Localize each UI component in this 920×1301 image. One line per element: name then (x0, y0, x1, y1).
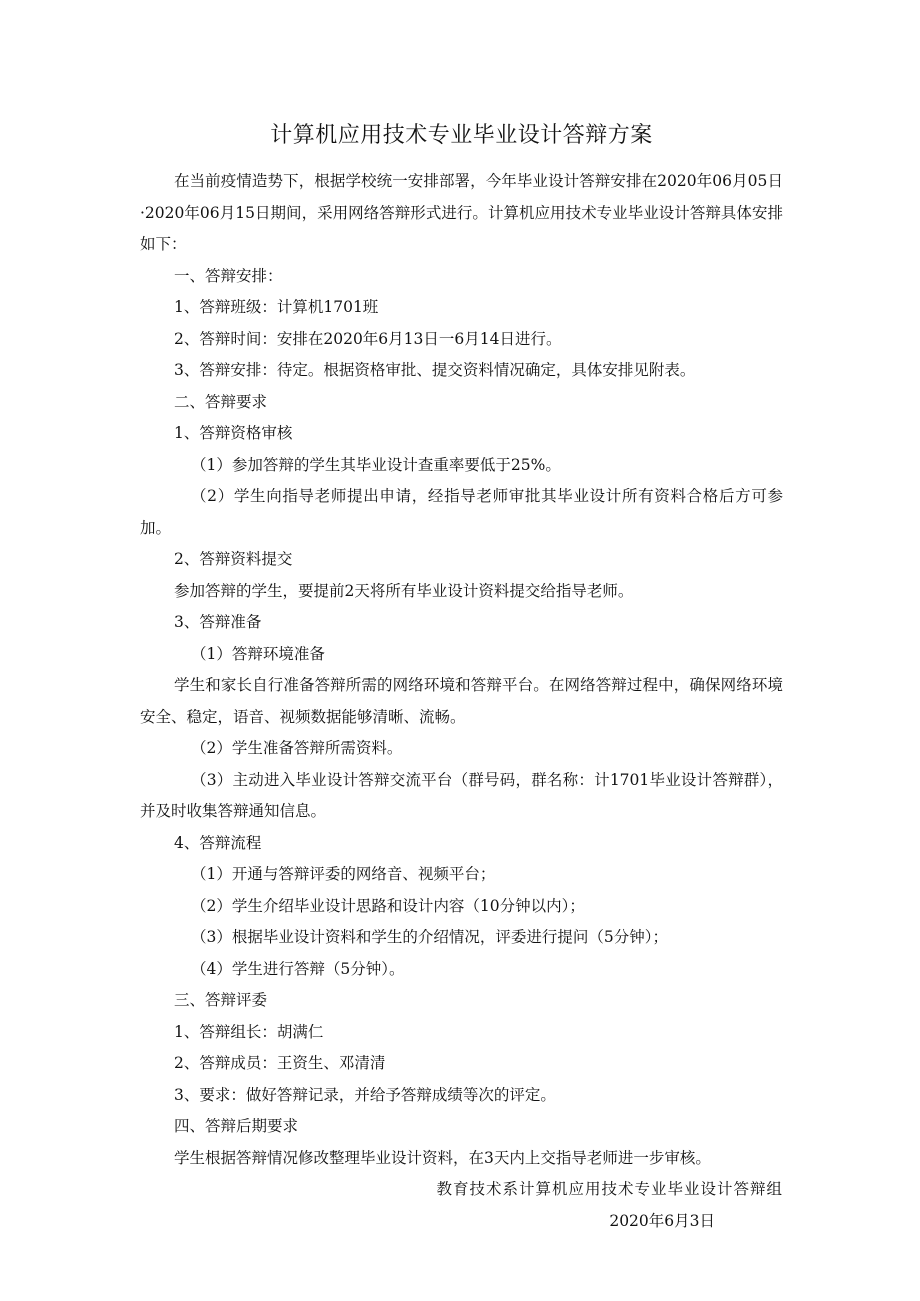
section-2-sub-4-point-1: （1）开通与答辩评委的网络音、视频平台； (191, 865, 496, 883)
section-3-heading: 三、答辩评委 (174, 991, 268, 1009)
signature-date: 2020年6月3日 (609, 1211, 715, 1230)
section-2-heading: 二、答辩要求 (174, 392, 268, 411)
section-2-sub-4: 4、答辩流程 (174, 833, 262, 852)
section-2-sub-4-point-2: （2）学生介绍毕业设计思路和设计内容（10分钟以内）； (191, 896, 585, 915)
section-1-heading: 一、答辩安排： (174, 266, 283, 285)
section-1-item-1: 1、答辩班级：计算机1701班 (174, 298, 379, 316)
section-4-text: 学生根据答辩情况修改整理毕业设计资料，在3天内上交指导老师进一步审核。 (174, 1148, 711, 1167)
section-2-sub-4-point-4: （4）学生进行答辩（5分钟）。 (191, 959, 405, 978)
section-2-sub-3: 3、答辩准备 (174, 613, 262, 631)
section-2-sub-3-point-1: （1）答辩环境准备 (191, 644, 325, 663)
section-2-sub-3-point-3: （3）主动进入毕业设计答辩交流平台（群号码，群名称：计1701毕业设计答辩群），并及时收集答辩通知信息。 (140, 770, 783, 820)
section-3-item-3: 3、要求：做好答辩记录，并给予答辩成绩等次的评定。 (174, 1085, 556, 1104)
section-2-sub-1: 1、答辩资格审核 (174, 424, 293, 442)
section-3-item-1: 1、答辩组长：胡满仁 (174, 1022, 324, 1041)
section-2-sub-1-point-2: （2）学生向指导老师提出申请，经指导老师审批其毕业设计所有资料合格后方可参加。 (140, 487, 783, 537)
section-2-sub-2: 2、答辩资料提交 (174, 550, 293, 568)
section-1-item-3: 3、答辩安排：待定。根据资格审批、提交资料情况确定，具体安排见附表。 (174, 361, 696, 379)
section-2-sub-3-point-1-text: 学生和家长自行准备答辩所需的网络环境和答辩平台。在网络答辩过程中，确保网络环境安全、稳定，语音、视频数据能够清晰、流畅。 (140, 676, 783, 726)
document-title: 计算机应用技术专业毕业设计答辩方案 (270, 123, 653, 148)
intro-paragraph: 在当前疫情造势下，根据学校统一安排部署，今年毕业设计答辩安排在2020年06月05日·2020年06月15日期间，采用网络答辩形式进行。计算机应用技术专业毕业设计答辩具体安排如下： (140, 172, 783, 253)
section-2-sub-2-point-1: 参加答辩的学生，要提前2天将所有毕业设计资料提交给指导老师。 (174, 581, 634, 600)
section-2-sub-4-point-3: （3）根据毕业设计资料和学生的介绍情况，评委进行提问（5分钟）； (191, 928, 668, 946)
document-body (140, 118, 783, 1237)
section-1-item-2: 2、答辩时间：安排在2020年6月13日一6月14日进行。 (174, 329, 562, 348)
section-4-heading: 四、答辩后期要求 (174, 1117, 299, 1135)
section-3-item-2: 2、答辩成员：王资生、邓清清 (174, 1054, 386, 1072)
section-2-sub-3-point-2: （2）学生准备答辩所需资料。 (191, 739, 403, 757)
section-2-sub-1-point-1: （1）参加答辩的学生其毕业设计查重率要低于25%。 (191, 455, 561, 474)
signature-line: 教育技术系计算机应用技术专业毕业设计答辩组 (436, 1180, 783, 1198)
